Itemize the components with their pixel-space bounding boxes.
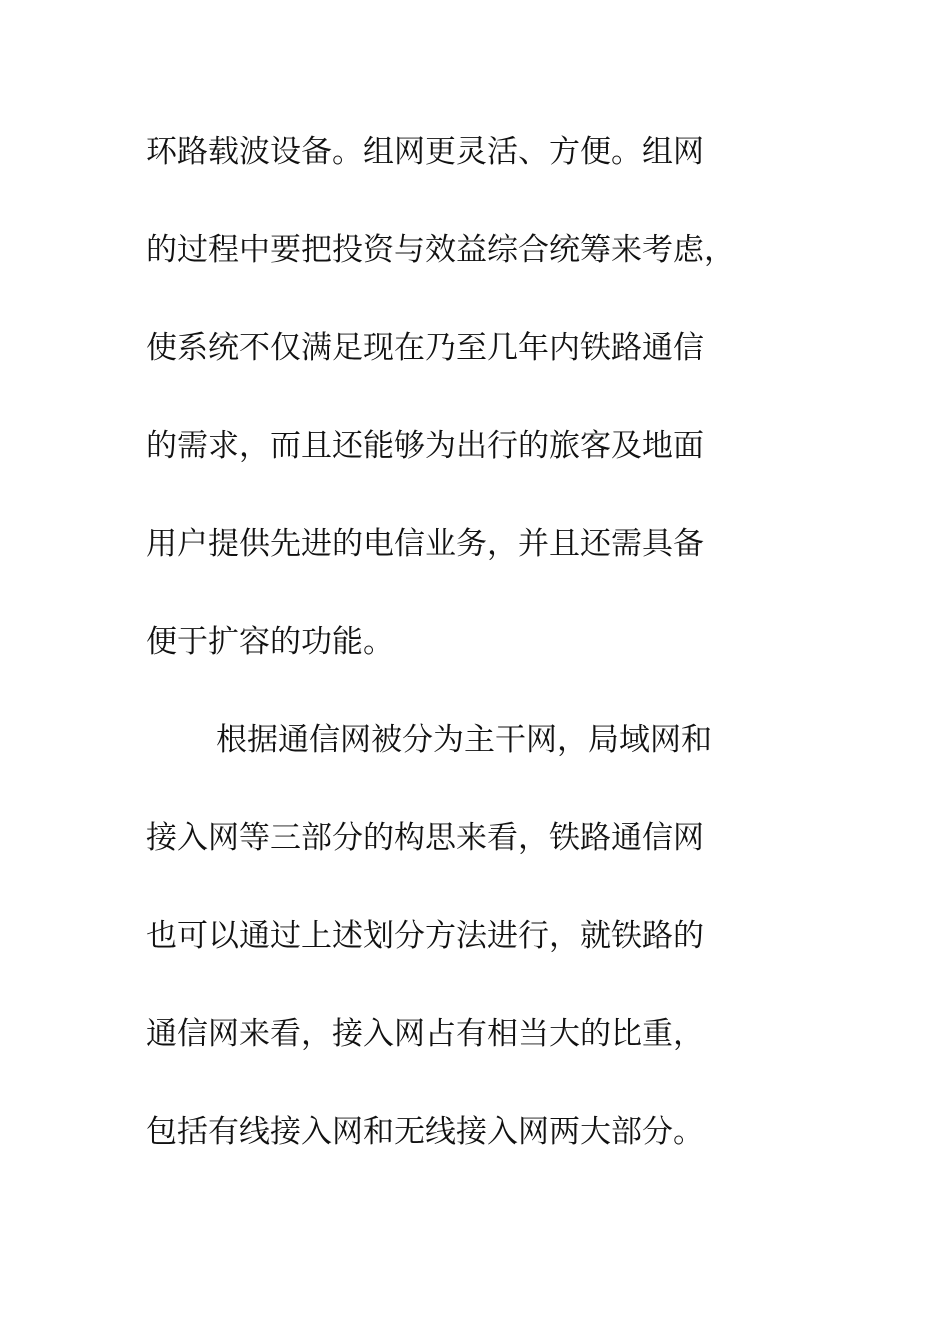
text-line: 接入网等三部分的构思来看，铁路通信网 bbox=[146, 820, 704, 856]
paragraph-start-line: 根据通信网被分为主干网，局域网和 bbox=[216, 722, 712, 758]
text-line: 也可以通过上述划分方法进行，就铁路的 bbox=[146, 918, 704, 954]
text-line: 便于扩容的功能。 bbox=[146, 624, 394, 660]
text-line: 包括有线接入网和无线接入网两大部分。 bbox=[146, 1114, 704, 1150]
body-text bbox=[146, 128, 806, 1206]
text-line: 通信网来看，接入网占有相当大的比重， bbox=[146, 1016, 704, 1052]
text-line: 的过程中要把投资与效益综合统筹来考虑， bbox=[146, 232, 735, 268]
text-line: 的需求，而且还能够为出行的旅客及地面 bbox=[146, 428, 704, 464]
text-line: 环路载波设备。组网更灵活、方便。组网 bbox=[146, 134, 704, 170]
text-line: 使系统不仅满足现在乃至几年内铁路通信 bbox=[146, 330, 704, 366]
text-line: 用户提供先进的电信业务，并且还需具备 bbox=[146, 526, 704, 562]
